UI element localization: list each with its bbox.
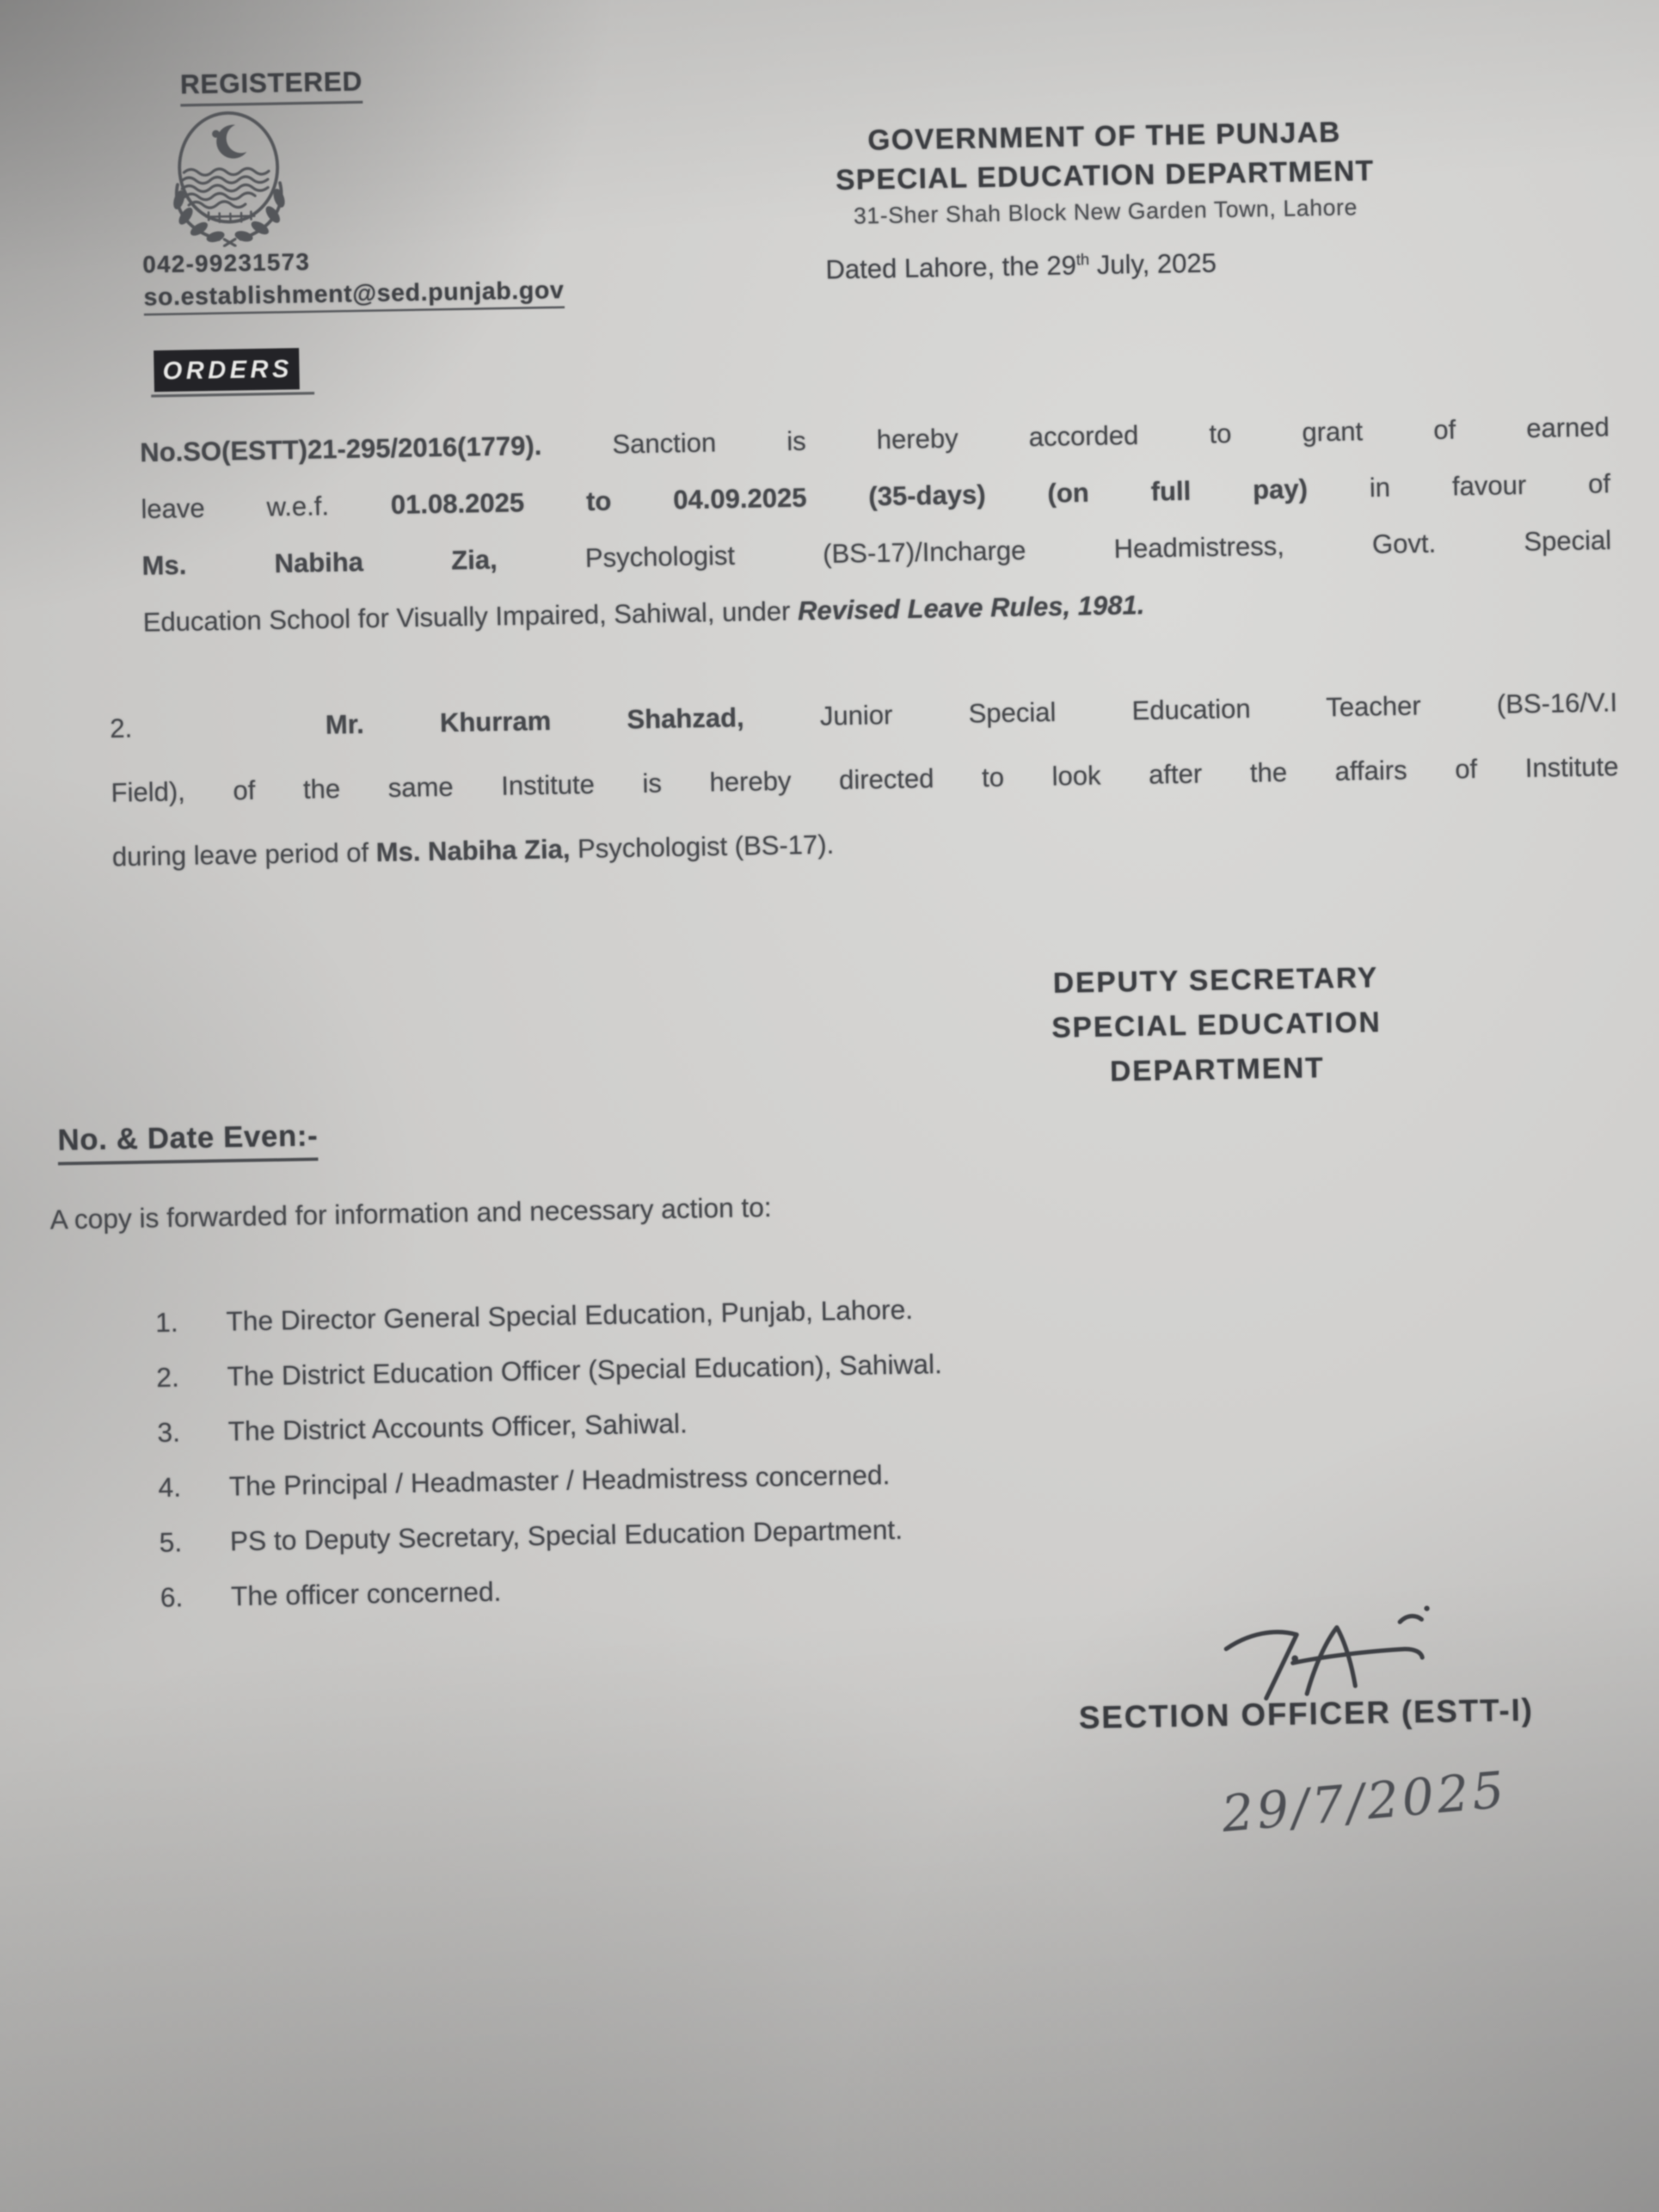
government-title: GOVERNMENT OF THE PUNJAB (867, 116, 1341, 157)
department-title: SPECIAL EDUCATION DEPARTMENT (835, 155, 1375, 196)
order-reference-number: No.SO(ESTT)21-295/2016(1779). (139, 431, 542, 468)
date-suffix: July, 2025 (1089, 248, 1217, 280)
order-paragraph-2 (109, 671, 1620, 889)
authority-title-line: DEPUTY SECRETARY (1053, 961, 1379, 999)
registered-stamp: REGISTERED (180, 65, 362, 107)
distribution-list (155, 1271, 1554, 1625)
signature-mark (1210, 1602, 1446, 1709)
list-item-number: 4. (158, 1472, 182, 1503)
list-item-text: The District Accounts Officer, Sahiwal. (228, 1408, 688, 1447)
paragraph-text: during leave period of (112, 838, 377, 872)
crescent-icon (216, 125, 247, 159)
date-line (826, 248, 1217, 285)
paragraph-text: Psychologist (BS-17). (570, 830, 834, 864)
list-item-text: PS to Deputy Secretary, Special Education Department. (230, 1514, 903, 1557)
list-item-text: The District Education Officer (Special Education), Sahiwal. (226, 1348, 943, 1392)
department-address: 31-Sher Shah Block New Garden Town, Lahore (853, 194, 1358, 229)
orders-underline (151, 392, 315, 397)
list-item-text: The Director General Special Education, Punjab, Lahore. (226, 1294, 913, 1337)
paragraph-text: Junior Special Education Teacher (BS-16/V.I (744, 687, 1618, 733)
list-item-number: 6. (159, 1582, 183, 1613)
date-ordinal-superscript: th (1076, 251, 1090, 269)
paragraph-text: leave w.e.f. (140, 490, 391, 525)
forwarding-line: A copy is forwarded for information and necessary action to: (50, 1191, 772, 1235)
phone-number: 042-99231573 (142, 248, 311, 278)
orders-section-heading (153, 348, 314, 397)
paragraph-text: Education School for Visually Impaired, Sahiwal, under (143, 596, 798, 637)
paragraph-text: Field), of the same Institute is hereby directed to look after the affairs of Institute (110, 752, 1619, 808)
issuing-authority-block (924, 953, 1509, 1097)
list-item-number: 3. (157, 1417, 181, 1448)
paragraph-number: 2. (109, 714, 133, 744)
employee-name: Ms. Nabiha Zia, (376, 834, 570, 868)
orders-heading: ORDERS (153, 348, 299, 392)
authority-title-line: SPECIAL EDUCATION (1051, 1006, 1382, 1044)
department-header (755, 113, 1454, 231)
email-address: so.establishment@sed.punjab.gov (143, 276, 564, 316)
list-item-number: 5. (159, 1527, 182, 1558)
list-item-number: 1. (155, 1307, 179, 1338)
substitute-officer-name: Mr. Khurram Shahzad, (325, 703, 745, 740)
list-item-number: 2. (156, 1362, 180, 1393)
list-item-text: The officer concerned. (230, 1576, 502, 1612)
handwritten-date: 29/7/2025 (1219, 1760, 1510, 1844)
paragraph-text: in favour of (1307, 469, 1611, 504)
list-item-text: The Principal / Headmaster / Headmistress concerned. (229, 1459, 890, 1502)
paragraph-text: Sanction is hereby accorded to grant of earned (541, 412, 1610, 461)
date-prefix: Dated Lahore, the 29 (825, 250, 1077, 285)
leave-rules-reference: Revised Leave Rules, 1981. (797, 590, 1145, 626)
paragraph-text: Psychologist (BS-17)/Incharge Headmistress, Govt. Special (497, 525, 1612, 575)
reference-number-line: No. & Date Even:- (57, 1118, 318, 1165)
employee-name: Ms. Nabiha Zia, (142, 545, 497, 581)
authority-title-line: DEPARTMENT (1109, 1052, 1325, 1088)
order-paragraph-1 (139, 399, 1613, 651)
leave-period-text: 01.08.2025 to 04.09.2025 (35-days) (on full pay) (390, 474, 1308, 520)
section-officer-title: SECTION OFFICER (ESTT-I) (1078, 1692, 1534, 1736)
punjab-government-crest-icon (152, 101, 305, 248)
